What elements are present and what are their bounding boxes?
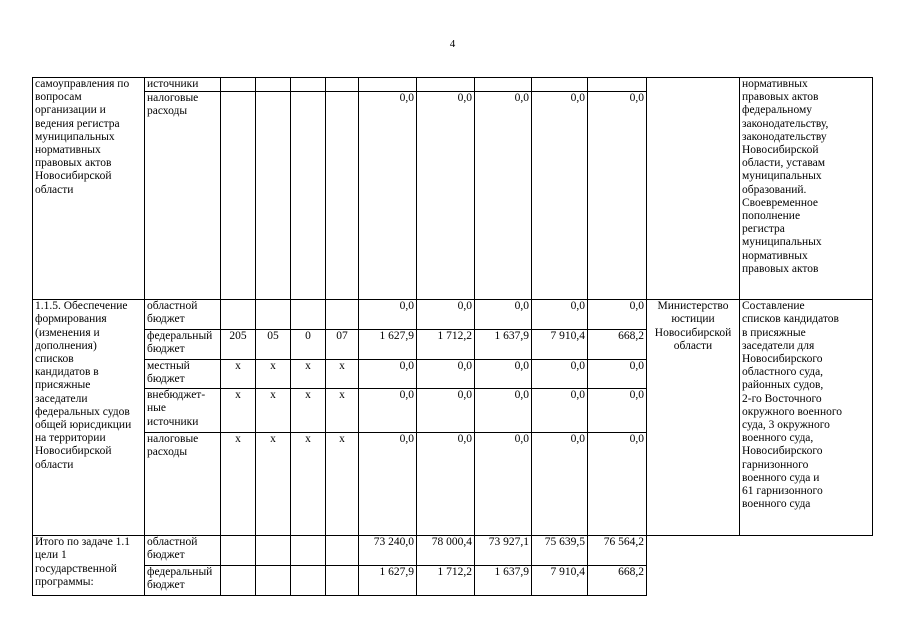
value-cell: 0,0: [588, 389, 647, 433]
executor-cell: Министерство юстиции Новосибирской области: [647, 300, 740, 536]
value-cell: 1 637,9: [475, 566, 532, 596]
value-cell: 0,0: [532, 300, 588, 330]
value-cell: 1 627,9: [359, 566, 417, 596]
empty-cell: [647, 536, 873, 596]
code-cell: 205: [221, 330, 256, 360]
value-cell: 0,0: [532, 433, 588, 536]
code-cell: [326, 92, 359, 300]
source-cell: федеральный бюджет: [145, 566, 221, 596]
code-cell: 0: [291, 330, 326, 360]
code-cell: x: [256, 433, 291, 536]
value-cell: 0,0: [475, 433, 532, 536]
code-cell: [326, 566, 359, 596]
value-cell: 0,0: [417, 433, 475, 536]
value-cell: [359, 78, 417, 92]
code-cell: [291, 78, 326, 92]
value-cell: 78 000,4: [417, 536, 475, 566]
source-cell: источники: [145, 78, 221, 92]
table-row: [33, 536, 873, 566]
code-cell: [256, 78, 291, 92]
value-cell: 1 627,9: [359, 330, 417, 360]
value-cell: 0,0: [588, 433, 647, 536]
value-cell: 0,0: [475, 389, 532, 433]
code-cell: 05: [256, 330, 291, 360]
value-cell: [475, 78, 532, 92]
code-cell: x: [291, 389, 326, 433]
value-cell: 0,0: [359, 360, 417, 389]
code-cell: [291, 300, 326, 330]
value-cell: 0,0: [475, 92, 532, 300]
value-cell: 7 910,4: [532, 330, 588, 360]
source-cell: областной бюджет: [145, 300, 221, 330]
value-cell: 0,0: [417, 360, 475, 389]
code-cell: [291, 92, 326, 300]
value-cell: 0,0: [359, 389, 417, 433]
value-cell: 668,2: [588, 330, 647, 360]
value-cell: 7 910,4: [532, 566, 588, 596]
value-cell: 76 564,2: [588, 536, 647, 566]
value-cell: 0,0: [417, 92, 475, 300]
code-cell: [291, 566, 326, 596]
source-cell: налоговые расходы: [145, 92, 221, 300]
value-cell: 1 712,2: [417, 566, 475, 596]
value-cell: [532, 78, 588, 92]
code-cell: [291, 536, 326, 566]
source-cell: областной бюджет: [145, 536, 221, 566]
code-cell: [221, 78, 256, 92]
value-cell: 0,0: [588, 92, 647, 300]
source-cell: федеральный бюджет: [145, 330, 221, 360]
code-cell: x: [291, 360, 326, 389]
task-cell: 1.1.5. Обеспечение формирования (изменения и дополнения) списков кандидатов в присяжные заседатели федеральных судов общей юрисдикции на территории Новосибирской области: [33, 300, 145, 536]
code-cell: [326, 300, 359, 330]
page-number: 4: [449, 38, 456, 50]
value-cell: 668,2: [588, 566, 647, 596]
value-cell: 0,0: [532, 389, 588, 433]
value-cell: 0,0: [475, 360, 532, 389]
code-cell: x: [326, 360, 359, 389]
code-cell: x: [256, 389, 291, 433]
code-cell: 07: [326, 330, 359, 360]
value-cell: 1 637,9: [475, 330, 532, 360]
code-cell: [221, 300, 256, 330]
code-cell: [256, 536, 291, 566]
code-cell: [326, 536, 359, 566]
value-cell: 75 639,5: [532, 536, 588, 566]
code-cell: x: [221, 433, 256, 536]
code-cell: x: [326, 433, 359, 536]
source-cell: местный бюджет: [145, 360, 221, 389]
value-cell: 1 712,2: [417, 330, 475, 360]
table-row: [33, 300, 873, 330]
value-cell: [417, 78, 475, 92]
code-cell: [221, 92, 256, 300]
code-cell: [256, 300, 291, 330]
value-cell: 0,0: [417, 300, 475, 330]
result-cell: Составление списков кандидатов в присяжные заседатели для Новосибирского областного суда, районных судов, 2-го Восточного окружного военного суда, 3 окружного военного суда, Новосибирского гарнизонного военного суда и 61 гарнизонного военного суда: [740, 300, 873, 536]
task-cell: Итого по задаче 1.1 цели 1 государственной программы:: [33, 536, 145, 596]
code-cell: [221, 536, 256, 566]
value-cell: 0,0: [359, 433, 417, 536]
task-cell: самоуправления по вопросам организации и ведения регистра муниципальных нормативных правовых актов Новосибирской области: [33, 78, 145, 300]
value-cell: 73 240,0: [359, 536, 417, 566]
budget-table: [32, 77, 873, 596]
value-cell: 0,0: [532, 92, 588, 300]
table-row: [33, 78, 873, 92]
source-cell: внебюджет- ные источники: [145, 389, 221, 433]
code-cell: [326, 78, 359, 92]
code-cell: x: [221, 360, 256, 389]
value-cell: 0,0: [588, 300, 647, 330]
code-cell: x: [256, 360, 291, 389]
code-cell: [256, 92, 291, 300]
value-cell: 73 927,1: [475, 536, 532, 566]
value-cell: 0,0: [532, 360, 588, 389]
value-cell: 0,0: [359, 300, 417, 330]
executor-cell: [647, 78, 740, 300]
code-cell: [256, 566, 291, 596]
code-cell: x: [221, 389, 256, 433]
value-cell: 0,0: [588, 360, 647, 389]
code-cell: x: [326, 389, 359, 433]
value-cell: 0,0: [359, 92, 417, 300]
code-cell: x: [291, 433, 326, 536]
value-cell: 0,0: [417, 389, 475, 433]
code-cell: [221, 566, 256, 596]
source-cell: налоговые расходы: [145, 433, 221, 536]
value-cell: 0,0: [475, 300, 532, 330]
value-cell: [588, 78, 647, 92]
result-cell: нормативных правовых актов федеральному законодательству, законодательству Новосибирской области, уставам муниципальных образований. Своевременное пополнение регистра муниципальных нормативных правовых актов: [740, 78, 873, 300]
